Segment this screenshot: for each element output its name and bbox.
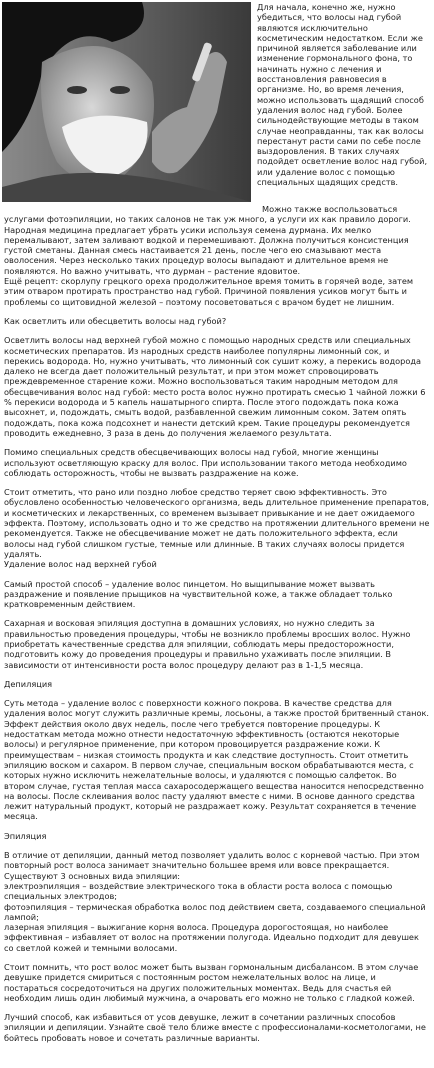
list-item-photo: фотоэпиляция – термическая обработка волос под действием света, создаваемого специальной лампой; [4,901,426,922]
paragraph-effectiveness: Стоит отметить, что рано или поздно любое средство теряет свою эффективность. Это обусловлено особенностью человеческого организма, ведь длительное применение препаратов, и косметических и лекарственных, со временем вызывает привыкание и не дает ожидаемого эффекта. Поэтому, использовать одно и то же средство на протяжении длительного времени не рекомендуется. Также не обесцвечивание может не дать положительного эффекта, если волосы над губой слишком густые, темные или длинные. В таких случаях волосы придется удалять. [4,487,430,559]
paragraph-walnut: Ещё рецепт: скорлупу грецкого ореха продолжительное время томить в горячей воде, затем этим отваром протирать пространство над губой. Причиной появления усиков могут быть и проблемы со щитовидной железой – поэтому посоветоваться с врачом будет не лишним. [4,276,414,307]
paragraph-depilation: Суть метода – удаление волос с поверхности кожного покрова. В качестве средства для удаления волос могут служить различные кремы, лосьоны, а также простой бритвенный станок. Эффект действия около двух недель, после чего требуется повторение процедуры. К недостаткам метода можно отнести недостаточную эффективность (остаются некоторые волосы) и регулярное применение, при котором провоцируется раздражение кожи. К преимуществам – низкая стоимость продукта и как следствие доступность. Стоит отметить эпиляцию воском и сахаром. В первом случае, специальным воском обрабатываются места, с которых нужно исключить нежелательные волосы, и удаляются с помощью салфеток. Во втором случае, густая теплая масса сахаросодержащего вещества наносится непосредственно на волосы. После склеивания волос пасту удаляют вместе с ними. В основе данного средства лежит натуральный продукт, который не раздражает кожу. Результат сохраняется в течение месяца. [4,698,430,822]
paragraph-best-way: Лучший способ, как избавиться от усов девушке, лежит в сочетании различных способов эпиляции и депиляции. Узнайте своё тело ближе вместе с профессионалами-косметологами, не бойтесь пробовать новое и сочетать различные варианты. [4,1012,426,1043]
paragraph-photoepilation: Можно также воспользоваться услугами фотоэпиляции, но таких салонов не так уж много, а услуги их как правило дороги. [4,204,411,225]
list-item-electro: электроэпиляция – воздействие электрического тока в области роста волоса с помощью специальных электродов; [4,880,393,902]
paragraph-lighten-methods: Осветлить волосы над верхней губой можно с помощью народных средств или специальных косметических препаратов. Из народных средств наиболее популярны лимонный сок, и перекись водорода. Но, нужно учитывать, что лимонный сок сушит кожу, а перекись водорода далеко не всегда дает положительный результат, и при этом может спровоцировать преждевременное старение кожи. Можно воспользоваться таким народным методом для обесцвечивания волос над губой: место роста волос нужно протирать смесью 1 чайной ложки 6 % перекиси водорода и 5 капель нашатырного спирта. После этого подождать пока кожа высохнет, и, подождать, смыть водой, разбавленной свежим лимонным соком. Затем опять подождать, пока кожа подсохнет и нанести детский крем. Такие процедуры рекомендуется проводить ежедневно, 3 раза в день до получения желаемого результата. [4,335,426,438]
heading-epilation: Эпиляция [4,830,47,841]
paragraph-epilation: В отличие от депиляции, данный метод позволяет удалить волос с корневой частью. При этом повторный рост волоса занимает значительно большее время или вовсе прекращается. Существуют 3 основных вида эпиляции: [4,850,420,881]
article-body [4,204,430,1043]
paragraph-sugar-wax: Сахарная и восковая эпиляция доступна в домашних условиях, но нужно следить за правильностью проведения процедуры, чтобы не возникло проблемы вросших волос. Нужно приобретать качественные средства для эпиляции, соблюдать меры предосторожности, подготовить кожу до проведения процедуры и правильно ухаживать после эпиляции. В зависимости от интенсивности роста волос процедуру делают раз в 1-1,5 месяца. [4,618,411,670]
paragraph-datura: Народная медицина предлагает убрать усики используя семена дурмана. Их мелко перемалывают, затем заливают водкой и перемешивают. Должна получиться консистенция густой сметаны. Данная смесь настаивается 21 день, после чего ею смазывают места оволосения. Через несколько таких процедур волосы выпадают и длительное время не появляются. Но важно учитывать, что дурман – растение ядовитое. [4,224,409,276]
paragraph-hormonal: Стоит помнить, что рост волос может быть вызван гормональным дисбалансом. В этом случае девушке придется смириться с постоянным ростом нежелательных волос на лице, и постараться сосредоточиться на других положительных моментах. Ведь для счастья ей необходим лишь один любимый мужчина, а очаровать его можно не только с гладкой кожей. [4,962,419,1003]
heading-lighten: Как осветлить или обесцветить волосы над губой? [4,315,227,326]
woman-shaving-photo [2,2,251,202]
paragraph-hair-dye: Помимо специальных средств обесцвечивающих волосы над губой, многие женщины используют осветляющую краску для волос. При использовании такого метода необходимо соблюдать осторожность, чтобы не вызвать раздражение на коже. [4,447,407,478]
paragraph-tweezers: Самый простой способ – удаление волос пинцетом. Но выщипывание может вызвать раздражение и появление прыщиков на чувствительной коже, а также обладает только кратковременным действием. [4,578,393,610]
heading-removal: Удаление волос над верхней губой [4,559,157,570]
list-item-laser: лазерная эпиляция – выжигание корня волоса. Процедура дорогостоящая, но наиболее эффективная – избавляет от волос на протяжении полугода. Идеально подходит для девушек со светлой кожей и темными волосами. [4,922,419,953]
intro-paragraph: Для начала, конечно же, нужно убедиться, что волосы над губой являются исключительно косметическим недостатком. Если же причиной является заболевание или изменение гормонального фона, то начинать нужно с лечения и восстановления равновесия в организме. Но, во время лечения, можно использовать щадящий способ удаления волос над губой. Более сильнодействующие методы в таком случае неоправданны, так как волосы перестанут расти сами по себе после выздоровления. В таких случаях подойдет осветление волос над губой, или удаление волос с помощью специальных щадящих средств. [257,2,428,188]
heading-depilation: Депиляция [4,678,53,689]
